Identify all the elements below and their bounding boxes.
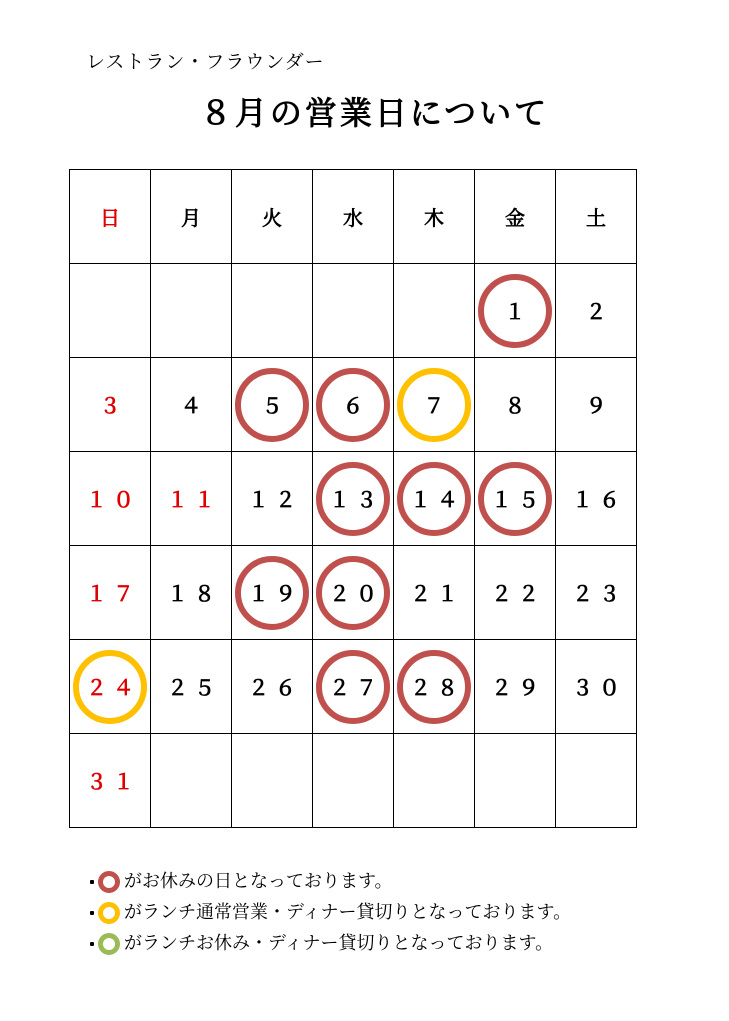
day-number: １９ — [248, 581, 302, 606]
day-number: １ — [504, 299, 532, 324]
calendar-day-cell — [475, 640, 556, 734]
calendar-day-cell — [70, 640, 151, 734]
legend-text: がランチ通常営業・ディナー貸切りとなっております。 — [124, 902, 572, 923]
calendar-empty-cell — [313, 734, 394, 828]
calendar-week-row — [70, 546, 637, 640]
calendar-week-row — [70, 264, 637, 358]
calendar-day-cell — [556, 546, 637, 640]
calendar-empty-cell — [232, 734, 313, 828]
day-number: ２１ — [410, 581, 464, 606]
calendar-empty-cell — [151, 734, 232, 828]
calendar-day-cell — [70, 734, 151, 828]
day-number: ４ — [180, 393, 208, 418]
calendar-day-cell — [151, 546, 232, 640]
day-number: １７ — [86, 581, 140, 606]
weekday-wed — [313, 170, 394, 264]
day-number: ３０ — [572, 675, 626, 700]
calendar-day-cell — [556, 358, 637, 452]
day-number: １６ — [572, 487, 626, 512]
legend-item-dinner-only — [90, 928, 571, 959]
calendar-empty-cell — [394, 734, 475, 828]
restaurant-name: レストラン・フラウンダー — [86, 51, 325, 73]
legend-item-lunch-only — [90, 897, 571, 928]
calendar-table — [69, 169, 637, 828]
weekday-label: 日 — [100, 206, 120, 230]
weekday-header-row — [70, 170, 637, 264]
weekday-label: 金 — [505, 206, 525, 230]
calendar-day-cell — [394, 358, 475, 452]
day-number: ２６ — [248, 675, 302, 700]
calendar-day-cell — [151, 358, 232, 452]
weekday-tue — [232, 170, 313, 264]
day-number: １５ — [491, 487, 545, 512]
bullet-icon — [90, 911, 94, 915]
calendar-empty-cell — [313, 264, 394, 358]
calendar-day-cell — [232, 546, 313, 640]
legend — [90, 866, 571, 959]
legend-item-closed — [90, 866, 571, 897]
bullet-icon — [90, 942, 94, 946]
yellow-circle-icon — [98, 902, 120, 924]
weekday-mon — [151, 170, 232, 264]
day-number: ２８ — [410, 675, 464, 700]
day-number: ２３ — [572, 581, 626, 606]
calendar-day-cell — [313, 640, 394, 734]
calendar-day-cell — [232, 358, 313, 452]
day-number: ２０ — [329, 581, 383, 606]
day-number: ２７ — [329, 675, 383, 700]
weekday-sat — [556, 170, 637, 264]
calendar-empty-cell — [151, 264, 232, 358]
calendar-day-cell — [70, 546, 151, 640]
calendar-week-row — [70, 640, 637, 734]
day-number: ２ — [585, 299, 613, 324]
day-number: ５ — [261, 393, 289, 418]
weekday-label: 月 — [181, 206, 201, 230]
calendar-empty-cell — [232, 264, 313, 358]
weekday-label: 土 — [586, 206, 606, 230]
page-title: ８月の営業日について — [199, 94, 550, 132]
calendar-day-cell — [394, 546, 475, 640]
calendar-empty-cell — [394, 264, 475, 358]
day-number: ８ — [504, 393, 532, 418]
day-number: ３ — [99, 393, 127, 418]
legend-text: がランチお休み・ディナー貸切りとなっております。 — [124, 933, 554, 954]
calendar-day-cell — [394, 452, 475, 546]
calendar-day-cell — [556, 264, 637, 358]
day-number: １８ — [167, 581, 221, 606]
day-number: ２２ — [491, 581, 545, 606]
day-number: ３１ — [86, 769, 140, 794]
day-number: ９ — [585, 393, 613, 418]
day-number: １４ — [410, 487, 464, 512]
weekday-label: 水 — [343, 206, 363, 230]
weekday-thu — [394, 170, 475, 264]
calendar-day-cell — [313, 358, 394, 452]
day-number: ２５ — [167, 675, 221, 700]
calendar-day-cell — [151, 640, 232, 734]
red-circle-icon — [98, 871, 120, 893]
calendar-day-cell — [556, 452, 637, 546]
calendar-day-cell — [232, 640, 313, 734]
calendar-day-cell — [475, 358, 556, 452]
day-number: １３ — [329, 487, 383, 512]
calendar-day-cell — [70, 452, 151, 546]
calendar-body — [70, 264, 637, 828]
bullet-icon — [90, 880, 94, 884]
calendar-day-cell — [232, 452, 313, 546]
calendar-day-cell — [70, 358, 151, 452]
legend-text: がお休みの日となっております。 — [124, 871, 393, 892]
day-number: ２９ — [491, 675, 545, 700]
day-number: １１ — [167, 487, 221, 512]
day-number: ７ — [423, 393, 451, 418]
day-number: ６ — [342, 393, 370, 418]
day-number: １０ — [86, 487, 140, 512]
calendar-day-cell — [313, 452, 394, 546]
calendar-empty-cell — [70, 264, 151, 358]
green-circle-icon — [98, 933, 120, 955]
calendar-day-cell — [475, 264, 556, 358]
calendar-week-row — [70, 358, 637, 452]
calendar-day-cell — [556, 640, 637, 734]
day-number: １２ — [248, 487, 302, 512]
calendar-week-row — [70, 734, 637, 828]
calendar-day-cell — [313, 546, 394, 640]
calendar-day-cell — [151, 452, 232, 546]
calendar-day-cell — [475, 452, 556, 546]
calendar-week-row — [70, 452, 637, 546]
calendar-day-cell — [394, 640, 475, 734]
day-number: ２４ — [86, 675, 140, 700]
calendar-empty-cell — [556, 734, 637, 828]
calendar-day-cell — [475, 546, 556, 640]
weekday-label: 火 — [262, 206, 282, 230]
weekday-sun — [70, 170, 151, 264]
weekday-label: 木 — [424, 206, 444, 230]
calendar-empty-cell — [475, 734, 556, 828]
weekday-fri — [475, 170, 556, 264]
